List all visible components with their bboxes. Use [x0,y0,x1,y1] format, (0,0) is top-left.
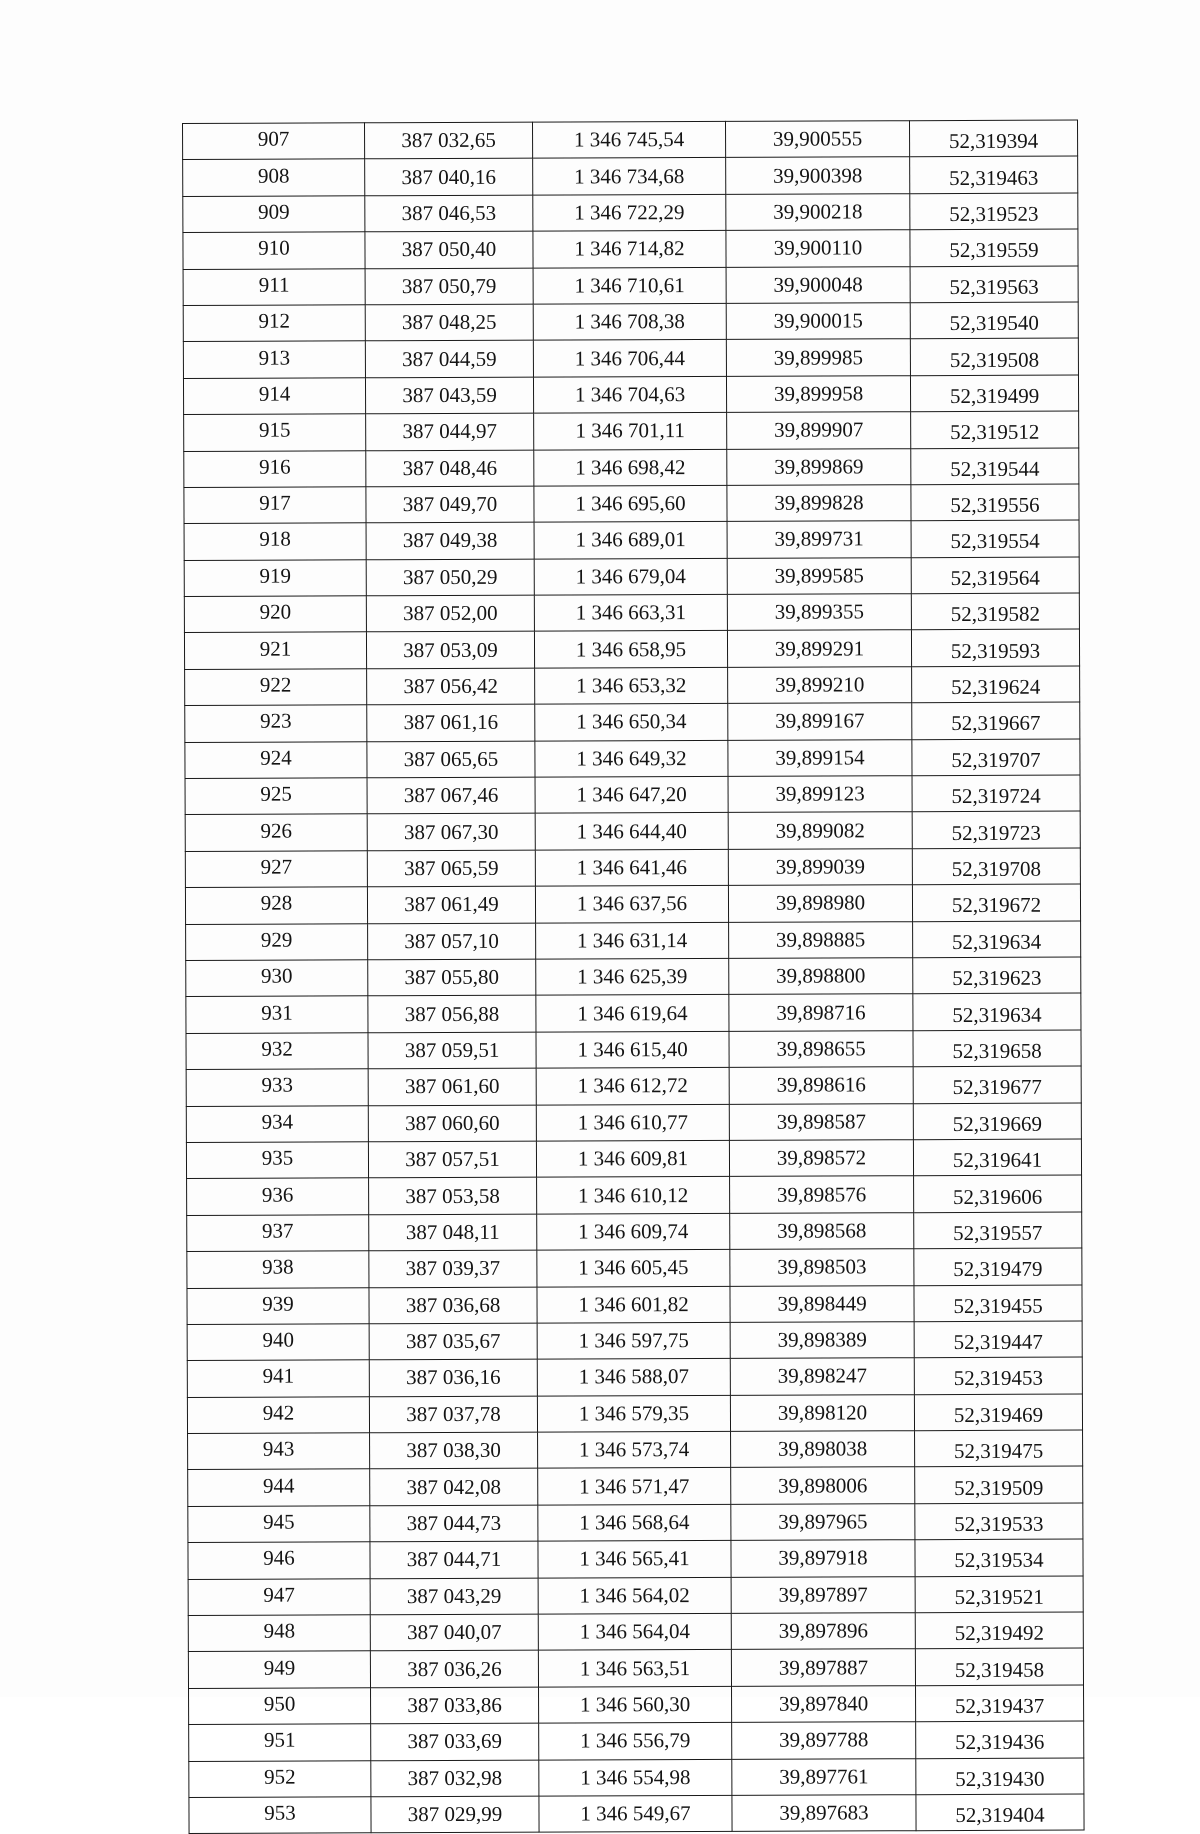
longitude-cell: 39,899958 [726,375,910,412]
y-coordinate-cell: 1 346 588,07 [537,1359,730,1396]
longitude-cell: 39,900048 [726,266,910,303]
table-row [183,338,1078,378]
y-coordinate-cell: 1 346 573,74 [538,1431,731,1468]
table-row [183,229,1078,269]
latitude-cell: 52,319724 [912,775,1080,812]
y-coordinate-cell: 1 346 663,31 [534,594,727,631]
x-coordinate-cell: 387 043,29 [370,1578,538,1615]
table-row [185,666,1080,706]
x-coordinate-cell: 387 046,53 [365,195,533,232]
point-number-cell: 948 [188,1615,370,1652]
x-coordinate-cell: 387 056,42 [367,668,535,705]
coordinates-table-body [183,120,1085,1834]
point-number-cell: 917 [184,487,366,524]
table-row [187,1394,1082,1434]
point-number-cell: 914 [183,378,365,415]
point-number-cell: 928 [185,887,367,924]
table-row [189,1794,1084,1834]
table-row [186,1103,1081,1143]
y-coordinate-cell: 1 346 708,38 [533,303,726,340]
table-row [189,1721,1084,1761]
x-coordinate-cell: 387 042,08 [370,1469,538,1506]
point-number-cell: 915 [184,414,366,451]
longitude-cell: 39,897887 [731,1649,915,1686]
x-coordinate-cell: 387 036,26 [370,1651,538,1688]
y-coordinate-cell: 1 346 563,51 [538,1650,731,1687]
point-number-cell: 910 [183,232,365,269]
latitude-cell: 52,319672 [912,884,1080,921]
y-coordinate-cell: 1 346 564,04 [538,1613,731,1650]
x-coordinate-cell: 387 065,65 [367,741,535,778]
table-row [188,1467,1083,1507]
table-row [185,739,1080,779]
point-number-cell: 925 [185,778,367,815]
y-coordinate-cell: 1 346 619,64 [536,995,729,1032]
point-number-cell: 923 [185,705,367,742]
x-coordinate-cell: 387 049,70 [366,486,534,523]
y-coordinate-cell: 1 346 722,29 [533,194,726,231]
table-row [184,557,1079,597]
x-coordinate-cell: 387 032,98 [371,1760,539,1797]
latitude-cell: 52,319593 [911,630,1079,667]
table-row [189,1758,1084,1798]
x-coordinate-cell: 387 044,71 [370,1541,538,1578]
longitude-cell: 39,897840 [732,1685,916,1722]
latitude-cell: 52,319523 [910,193,1078,230]
latitude-cell: 52,319634 [913,993,1081,1030]
longitude-cell: 39,898038 [731,1431,915,1468]
x-coordinate-cell: 387 067,46 [367,777,535,814]
latitude-cell: 52,319540 [910,302,1078,339]
y-coordinate-cell: 1 346 612,72 [536,1068,729,1105]
point-number-cell: 912 [183,305,365,342]
y-coordinate-cell: 1 346 579,35 [537,1395,730,1432]
x-coordinate-cell: 387 053,09 [366,632,534,669]
y-coordinate-cell: 1 346 644,40 [535,813,728,850]
latitude-cell: 52,319394 [909,120,1077,157]
longitude-cell: 39,898572 [729,1140,913,1177]
x-coordinate-cell: 387 036,16 [369,1359,537,1396]
longitude-cell: 39,897965 [731,1504,915,1541]
longitude-cell: 39,899039 [728,849,912,886]
x-coordinate-cell: 387 067,30 [367,814,535,851]
longitude-cell: 39,898449 [730,1285,914,1322]
longitude-cell: 39,899082 [728,812,912,849]
latitude-cell: 52,319455 [914,1285,1082,1322]
longitude-cell: 39,897896 [731,1613,915,1650]
table-row [186,1066,1081,1106]
latitude-cell: 52,319469 [914,1394,1082,1431]
longitude-cell: 39,900218 [726,193,910,230]
longitude-cell: 39,898006 [731,1467,915,1504]
longitude-cell: 39,897788 [732,1722,916,1759]
longitude-cell: 39,898503 [730,1249,914,1286]
latitude-cell: 52,319453 [914,1357,1082,1394]
table-row [187,1248,1082,1288]
longitude-cell: 39,899291 [727,630,911,667]
point-number-cell: 947 [188,1578,370,1615]
x-coordinate-cell: 387 055,80 [368,959,536,996]
x-coordinate-cell: 387 061,60 [368,1068,536,1105]
x-coordinate-cell: 387 060,60 [368,1105,536,1142]
table-row [188,1612,1083,1652]
x-coordinate-cell: 387 050,40 [365,231,533,268]
y-coordinate-cell: 1 346 554,98 [539,1759,732,1796]
point-number-cell: 945 [188,1506,370,1543]
x-coordinate-cell: 387 035,67 [369,1323,537,1360]
latitude-cell: 52,319458 [915,1648,1083,1685]
table-row [184,411,1079,451]
latitude-cell: 52,319563 [910,266,1078,303]
longitude-cell: 39,900110 [726,230,910,267]
latitude-cell: 52,319437 [916,1685,1084,1722]
point-number-cell: 930 [186,960,368,997]
longitude-cell: 39,898120 [730,1394,914,1431]
longitude-cell: 39,898800 [729,958,913,995]
longitude-cell: 39,900398 [726,157,910,194]
y-coordinate-cell: 1 346 625,39 [536,958,729,995]
table-row [185,811,1080,851]
x-coordinate-cell: 387 049,38 [366,522,534,559]
table-row [183,302,1078,342]
latitude-cell: 52,319447 [914,1321,1082,1358]
table-row [188,1430,1083,1470]
point-number-cell: 951 [189,1724,371,1761]
point-number-cell: 919 [184,559,366,596]
point-number-cell: 936 [187,1178,369,1215]
longitude-cell: 39,898568 [730,1212,914,1249]
point-number-cell: 933 [186,1069,368,1106]
y-coordinate-cell: 1 346 679,04 [534,558,727,595]
point-number-cell: 927 [185,851,367,888]
point-number-cell: 943 [188,1433,370,1470]
x-coordinate-cell: 387 050,29 [366,559,534,596]
point-number-cell: 907 [183,123,365,160]
x-coordinate-cell: 387 032,65 [365,122,533,159]
y-coordinate-cell: 1 346 609,74 [537,1213,730,1250]
y-coordinate-cell: 1 346 631,14 [536,922,729,959]
table-row [185,775,1080,815]
latitude-cell: 52,319564 [911,557,1079,594]
x-coordinate-cell: 387 056,88 [368,996,536,1033]
latitude-cell: 52,319475 [915,1430,1083,1467]
y-coordinate-cell: 1 346 647,20 [535,776,728,813]
longitude-cell: 39,899907 [727,412,911,449]
x-coordinate-cell: 387 033,69 [371,1723,539,1760]
x-coordinate-cell: 387 029,99 [371,1796,539,1833]
latitude-cell: 52,319707 [912,739,1080,776]
longitude-cell: 39,899828 [727,485,911,522]
longitude-cell: 39,897761 [732,1758,916,1795]
latitude-cell: 52,319582 [911,593,1079,630]
longitude-cell: 39,898247 [730,1358,914,1395]
y-coordinate-cell: 1 346 610,77 [536,1104,729,1141]
latitude-cell: 52,319499 [910,375,1078,412]
table-row [183,266,1078,306]
table-row [186,1030,1081,1070]
y-coordinate-cell: 1 346 597,75 [537,1322,730,1359]
table-row [189,1685,1084,1725]
table-row [185,702,1080,742]
latitude-cell: 52,319557 [914,1212,1082,1249]
y-coordinate-cell: 1 346 704,63 [533,376,726,413]
table-row [187,1357,1082,1397]
y-coordinate-cell: 1 346 568,64 [538,1504,731,1541]
point-number-cell: 918 [184,523,366,560]
point-number-cell: 950 [189,1688,371,1725]
table-row [186,993,1081,1033]
latitude-cell: 52,319677 [913,1066,1081,1103]
latitude-cell: 52,319554 [911,520,1079,557]
table-row [187,1175,1082,1215]
longitude-cell: 39,898980 [728,885,912,922]
y-coordinate-cell: 1 346 571,47 [538,1468,731,1505]
longitude-cell: 39,899985 [726,339,910,376]
longitude-cell: 39,900555 [725,121,909,158]
longitude-cell: 39,899869 [727,448,911,485]
longitude-cell: 39,897897 [731,1576,915,1613]
table-row [184,484,1079,524]
x-coordinate-cell: 387 040,16 [365,159,533,196]
longitude-cell: 39,899585 [727,557,911,594]
longitude-cell: 39,898655 [729,1030,913,1067]
table-row [188,1648,1083,1688]
x-coordinate-cell: 387 057,10 [368,923,536,960]
y-coordinate-cell: 1 346 556,79 [539,1723,732,1760]
point-number-cell: 937 [187,1215,369,1252]
latitude-cell: 52,319623 [913,957,1081,994]
y-coordinate-cell: 1 346 615,40 [536,1031,729,1068]
x-coordinate-cell: 387 061,49 [367,886,535,923]
longitude-cell: 39,898885 [729,921,913,958]
y-coordinate-cell: 1 346 560,30 [539,1686,732,1723]
y-coordinate-cell: 1 346 565,41 [538,1541,731,1578]
latitude-cell: 52,319708 [912,848,1080,885]
table-row [183,120,1078,160]
x-coordinate-cell: 387 044,59 [365,340,533,377]
latitude-cell: 52,319634 [913,921,1081,958]
latitude-cell: 52,319606 [914,1175,1082,1212]
point-number-cell: 953 [189,1797,371,1834]
longitude-cell: 39,899355 [727,594,911,631]
x-coordinate-cell: 387 057,51 [368,1141,536,1178]
table-row [187,1285,1082,1325]
point-number-cell: 908 [183,159,365,196]
longitude-cell: 39,899167 [728,703,912,740]
latitude-cell: 52,319534 [915,1539,1083,1576]
table-row [186,1139,1081,1179]
point-number-cell: 932 [186,1033,368,1070]
point-number-cell: 909 [183,196,365,233]
point-number-cell: 929 [186,923,368,960]
table-row [186,957,1081,997]
latitude-cell: 52,319641 [913,1139,1081,1176]
longitude-cell: 39,897918 [731,1540,915,1577]
y-coordinate-cell: 1 346 609,81 [536,1140,729,1177]
latitude-cell: 52,319512 [911,411,1079,448]
coordinates-table [182,120,1085,1834]
point-number-cell: 922 [185,669,367,706]
table-row [186,921,1081,961]
x-coordinate-cell: 387 040,07 [370,1614,538,1651]
y-coordinate-cell: 1 346 650,34 [535,704,728,741]
y-coordinate-cell: 1 346 549,67 [539,1795,732,1832]
y-coordinate-cell: 1 346 706,44 [533,340,726,377]
x-coordinate-cell: 387 033,86 [371,1687,539,1724]
x-coordinate-cell: 387 059,51 [368,1032,536,1069]
point-number-cell: 911 [183,268,365,305]
longitude-cell: 39,898576 [730,1176,914,1213]
point-number-cell: 938 [187,1251,369,1288]
longitude-cell: 39,899123 [728,776,912,813]
longitude-cell: 39,898389 [730,1322,914,1359]
longitude-cell: 39,899210 [728,667,912,704]
y-coordinate-cell: 1 346 745,54 [532,121,725,158]
longitude-cell: 39,898587 [729,1103,913,1140]
y-coordinate-cell: 1 346 658,95 [534,631,727,668]
x-coordinate-cell: 387 052,00 [366,595,534,632]
y-coordinate-cell: 1 346 601,82 [537,1286,730,1323]
y-coordinate-cell: 1 346 710,61 [533,267,726,304]
x-coordinate-cell: 387 043,59 [365,377,533,414]
point-number-cell: 946 [188,1542,370,1579]
latitude-cell: 52,319624 [912,666,1080,703]
latitude-cell: 52,319508 [910,338,1078,375]
table-row [183,375,1078,415]
latitude-cell: 52,319556 [911,484,1079,521]
x-coordinate-cell: 387 039,37 [369,1250,537,1287]
table-row [185,884,1080,924]
y-coordinate-cell: 1 346 695,60 [534,485,727,522]
y-coordinate-cell: 1 346 734,68 [533,158,726,195]
x-coordinate-cell: 387 037,78 [369,1396,537,1433]
table-row [185,848,1080,888]
x-coordinate-cell: 387 048,11 [369,1214,537,1251]
point-number-cell: 941 [187,1360,369,1397]
latitude-cell: 52,319533 [915,1503,1083,1540]
point-number-cell: 942 [187,1396,369,1433]
table-row [184,593,1079,633]
point-number-cell: 934 [186,1105,368,1142]
longitude-cell: 39,900015 [726,303,910,340]
latitude-cell: 52,319492 [915,1612,1083,1649]
point-number-cell: 920 [184,596,366,633]
point-number-cell: 913 [183,341,365,378]
x-coordinate-cell: 387 048,46 [366,450,534,487]
y-coordinate-cell: 1 346 641,46 [535,849,728,886]
y-coordinate-cell: 1 346 605,45 [537,1250,730,1287]
table-row [187,1321,1082,1361]
y-coordinate-cell: 1 346 610,12 [537,1177,730,1214]
table-row [184,630,1079,670]
point-number-cell: 921 [184,632,366,669]
point-number-cell: 940 [187,1324,369,1361]
point-number-cell: 931 [186,996,368,1033]
latitude-cell: 52,319723 [912,811,1080,848]
y-coordinate-cell: 1 346 653,32 [535,667,728,704]
point-number-cell: 949 [188,1651,370,1688]
x-coordinate-cell: 387 061,16 [367,704,535,741]
table-row [183,156,1078,196]
x-coordinate-cell: 387 048,25 [365,304,533,341]
latitude-cell: 52,319559 [910,229,1078,266]
table-row [187,1212,1082,1252]
latitude-cell: 52,319667 [912,702,1080,739]
y-coordinate-cell: 1 346 649,32 [535,740,728,777]
point-number-cell: 952 [189,1760,371,1797]
latitude-cell: 52,319436 [916,1721,1084,1758]
x-coordinate-cell: 387 044,97 [366,413,534,450]
point-number-cell: 944 [188,1469,370,1506]
longitude-cell: 39,898716 [729,994,913,1031]
y-coordinate-cell: 1 346 637,56 [535,886,728,923]
table-row [188,1576,1083,1616]
longitude-cell: 39,897683 [732,1795,916,1832]
point-number-cell: 916 [184,450,366,487]
latitude-cell: 52,319521 [915,1576,1083,1613]
table-row [188,1503,1083,1543]
point-number-cell: 935 [186,1142,368,1179]
latitude-cell: 52,319509 [915,1467,1083,1504]
longitude-cell: 39,899731 [727,521,911,558]
y-coordinate-cell: 1 346 689,01 [534,522,727,559]
y-coordinate-cell: 1 346 701,11 [534,413,727,450]
point-number-cell: 924 [185,741,367,778]
x-coordinate-cell: 387 050,79 [365,268,533,305]
y-coordinate-cell: 1 346 698,42 [534,449,727,486]
x-coordinate-cell: 387 053,58 [369,1177,537,1214]
y-coordinate-cell: 1 346 564,02 [538,1577,731,1614]
x-coordinate-cell: 387 044,73 [370,1505,538,1542]
y-coordinate-cell: 1 346 714,82 [533,231,726,268]
table-row [183,193,1078,233]
x-coordinate-cell: 387 036,68 [369,1287,537,1324]
latitude-cell: 52,319479 [914,1248,1082,1285]
x-coordinate-cell: 387 065,59 [367,850,535,887]
table-row [188,1539,1083,1579]
latitude-cell: 52,319669 [913,1103,1081,1140]
point-number-cell: 926 [185,814,367,851]
latitude-cell: 52,319463 [910,156,1078,193]
table-row [184,520,1079,560]
latitude-cell: 52,319430 [916,1758,1084,1795]
longitude-cell: 39,898616 [729,1067,913,1104]
longitude-cell: 39,899154 [728,739,912,776]
x-coordinate-cell: 387 038,30 [370,1432,538,1469]
table-row [184,448,1079,488]
latitude-cell: 52,319658 [913,1030,1081,1067]
latitude-cell: 52,319404 [916,1794,1084,1831]
point-number-cell: 939 [187,1287,369,1324]
latitude-cell: 52,319544 [911,448,1079,485]
